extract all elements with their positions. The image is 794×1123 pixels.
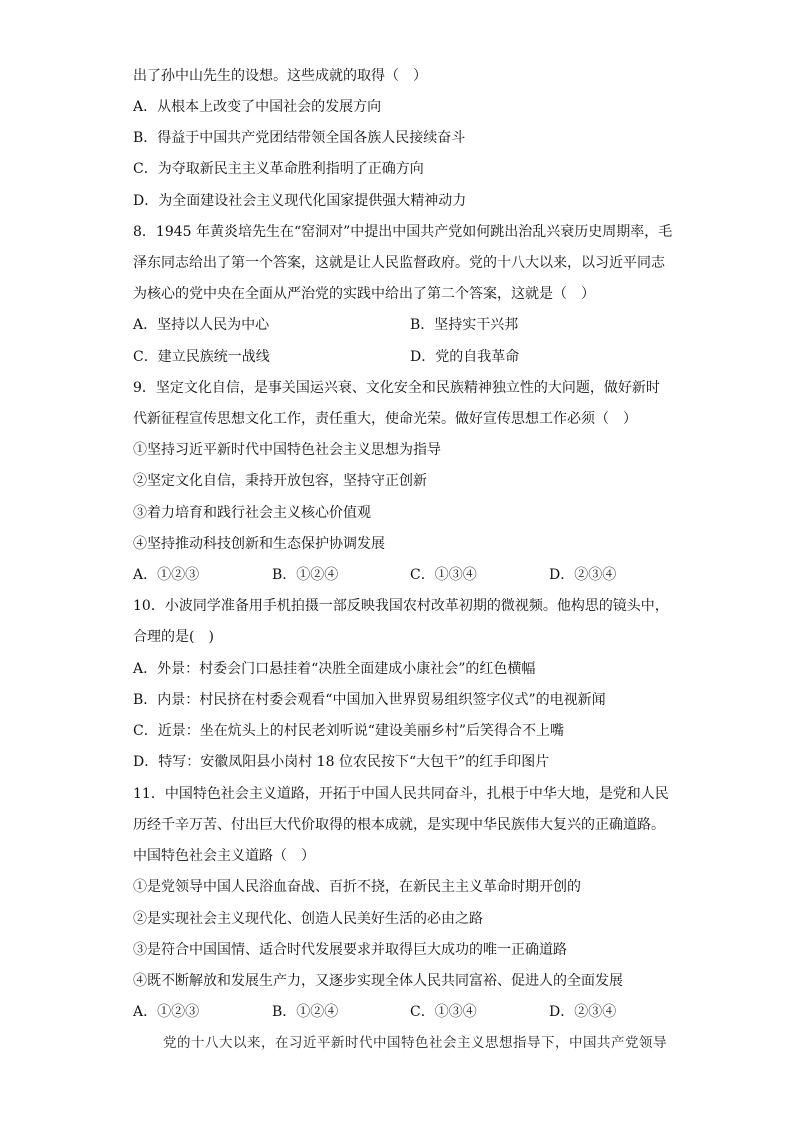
- q10-option-c: C．近景：坐在炕头上的村民老刘听说“建设美丽乡村”后笑得合不上嘴: [133, 723, 565, 739]
- q9-stem-line-2: 代新征程宣传思想文化工作，责任重大，使命光荣。做好宣传思想工作必须（ ）: [133, 411, 637, 427]
- q11-option-c: C．①③④: [410, 1004, 477, 1020]
- q8-option-c: C．建立民族统一战线: [133, 349, 270, 365]
- next-question-stem-fragment: 党的十八大以来，在习近平新时代中国特色社会主义思想指导下，中国共产党领导: [163, 1035, 667, 1051]
- q8-stem-line-1: 8．1945 年黄炎培先生在“窑洞对”中提出中国共产党如何跳出治乱兴衰历史周期率，毛: [133, 224, 673, 240]
- q8-stem-line-3: 为核心的党中央在全面从严治党的实践中给出了第二个答案，这就是（ ）: [133, 286, 595, 302]
- q11-item-3: ③是符合中国国情、适合时代发展要求并取得巨大成功的唯一正确道路: [133, 942, 567, 958]
- q7-stem-tail: 出了孙中山先生的设想。这些成就的取得（ ）: [133, 68, 427, 84]
- q8-option-a: A．坚持以人民为中心: [133, 317, 270, 333]
- q7-option-d: D．为全面建设社会主义现代化国家提供强大精神动力: [133, 193, 467, 209]
- q8-stem-line-2: 泽东同志给出了第一个答案，这就是让人民监督政府。党的十八大以来，以习近平同志: [133, 255, 665, 271]
- q10-option-a: A．外景：村委会门口悬挂着“决胜全面建成小康社会”的红色横幅: [133, 661, 536, 677]
- q10-option-b: B．内景：村民挤在村委会观看“中国加入世界贸易组织签字仪式”的电视新闻: [133, 692, 606, 708]
- q11-option-b: B．①②④: [272, 1004, 339, 1020]
- q8-option-d: D．党的自我革命: [410, 349, 520, 365]
- q9-option-a: A．①②③: [133, 567, 200, 583]
- q10-stem-line-2: 合理的是( ): [133, 629, 214, 645]
- q9-item-2: ②坚定文化自信，秉持开放包容，坚持守正创新: [133, 473, 427, 489]
- q9-option-b: B．①②④: [272, 567, 339, 583]
- q11-option-d: D．②③④: [549, 1004, 617, 1020]
- q11-option-a: A．①②③: [133, 1004, 200, 1020]
- q11-item-2: ②是实现社会主义现代化、创造人民美好生活的必由之路: [133, 911, 483, 927]
- q11-item-1: ①是党领导中国人民浴血奋战、百折不挠，在新民主主义革命时期开创的: [133, 879, 581, 895]
- q8-option-b: B．坚持实干兴邦: [410, 317, 519, 333]
- q11-stem-line-2: 历经千辛万苦、付出巨大代价取得的根本成就，是实现中华民族伟大复兴的正确道路。: [133, 817, 665, 833]
- q10-option-d: D．特写：安徽凤阳县小岗村 18 位农民按下“大包干”的红手印图片: [133, 754, 550, 770]
- q11-stem-line-1: 11．中国特色社会主义道路，开拓于中国人民共同奋斗，扎根于中华大地，是党和人民: [133, 786, 669, 802]
- q9-item-4: ④坚持推动科技创新和生态保护协调发展: [133, 536, 385, 552]
- q9-option-c: C．①③④: [410, 567, 477, 583]
- q9-item-1: ①坚持习近平新时代中国特色社会主义思想为指导: [133, 442, 441, 458]
- q7-option-b: B．得益于中国共产党团结带领全国各族人民接续奋斗: [133, 130, 466, 146]
- q9-stem-line-1: 9．坚定文化自信，是事关国运兴衰、文化安全和民族精神独立性的大问题，做好新时: [133, 380, 660, 396]
- q7-option-a: A．从根本上改变了中国社会的发展方向: [133, 99, 382, 115]
- q11-item-4: ④既不断解放和发展生产力，又逐步实现全体人民共同富裕、促进人的全面发展: [133, 973, 623, 989]
- q7-option-c: C．为夺取新民主主义革命胜利指明了正确方向: [133, 161, 424, 177]
- q11-stem-line-3: 中国特色社会主义道路（ ）: [133, 848, 315, 864]
- q9-option-d: D．②③④: [549, 567, 617, 583]
- q9-item-3: ③着力培育和践行社会主义核心价值观: [133, 505, 371, 521]
- q10-stem-line-1: 10．小波同学准备用手机拍摄一部反映我国农村改革初期的微视频。他构思的镜头中，: [133, 598, 669, 614]
